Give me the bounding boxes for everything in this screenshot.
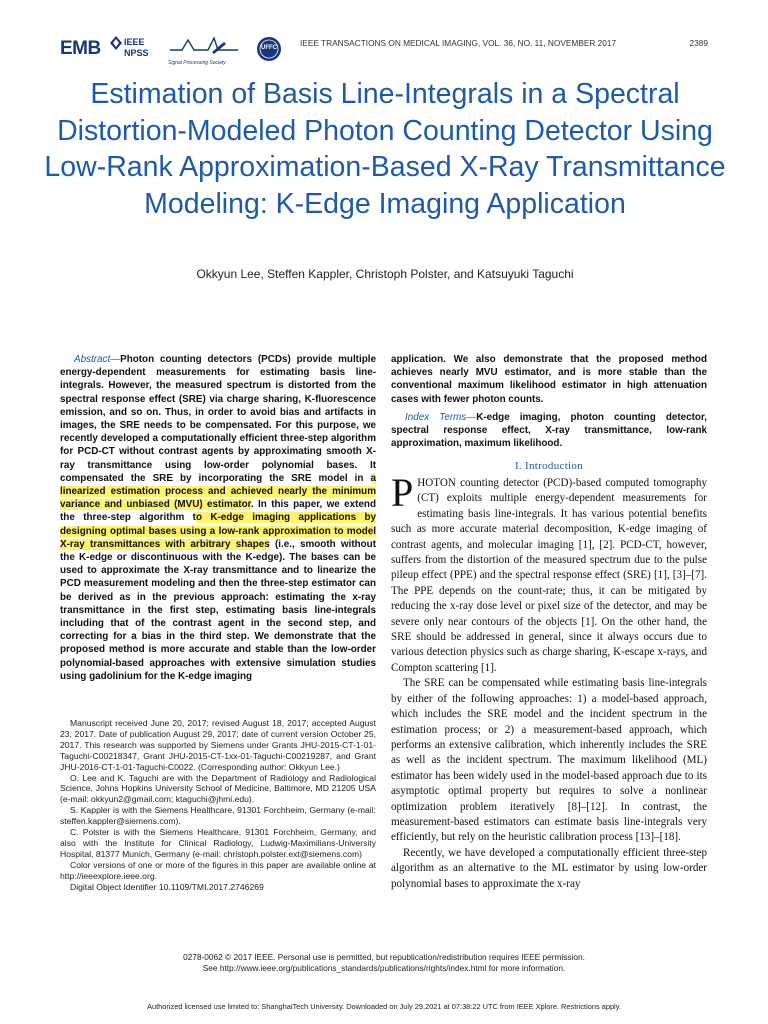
page-number: 2389 <box>689 38 708 48</box>
highlight-1: a linearized estimation process and achieved nearly the minimum variance and unbiased (MVU) estimator <box>60 472 376 511</box>
section-heading-introduction: I. Introduction <box>514 460 584 472</box>
intro-paragraph-2: The SRE can be compensated while estimating basis line-integrals by either of the following approaches: 1) a model-based approach, which includes the SRE model and the incident spectrum in the estimation process; or 2) a measurement-based approach, which performs an extensive calibration, which inherently includes the SRE as well as the incident spectrum. The maximum likelihood (ML) estimator has been widely used in the model-based approach due to its asymptotic optimal property but requires to solve a nonlinear optimization problem iteratively [8]–[12]. In contrast, the measurement-based estimators can estimate basis line-integrals very efficiently, but rely on the heuristic calibration process [13]–[18]. <box>391 677 707 844</box>
footnotes <box>60 718 376 893</box>
abstract-text-part1: Photon counting detectors (PCDs) provide multiple energy-dependent measurements for estimating basis line-integrals. However, the measured spectrum is distorted from the spectral response effect (SRE) via charge sharing, K-fluorescence emission, and so on. Thus, in order to avoid bias and artifacts in images, the SRE needs to be compensated. For this purpose, we recently developed a computationally efficient three-step algorithm for PCD-CT without contrast agents by approximating smooth X-ray transmittance using low-order polynomial bases. It compensated the SRE by incorporating the SRE model in <box>60 354 376 484</box>
emb-logo: EMB <box>60 38 101 59</box>
sps-text: Signal Processing Society <box>168 60 226 66</box>
paper-title: Estimation of Basis Line-Integrals in a Spectral Distortion-Modeled Photon Counting Detector Using Low-Rank Approximation-Based X-Ray Transmittance Modeling: K-Edge Imaging Application <box>44 78 726 220</box>
footnote-manuscript: Manuscript received June 20, 2017; revised August 18, 2017; accepted August 23, 2017. Date of publication August 29, 2017; date of current version October 25, 2017. This research was supported by Siemens under Grants JHU-2015-CT-1-01-Taguchi-C00218347, Grant JHU-2015-CT-1xx-01-Taguchi-C00219287, and Grant JHU-2016-CT-1-01-Taguchi-C0022. (Corresponding author: Okkyun Lee.) <box>60 718 376 772</box>
journal-running-header: IEEE TRANSACTIONS ON MEDICAL IMAGING, VOL. 36, NO. 11, NOVEMBER 2017 <box>300 38 617 48</box>
signal-wave-icon <box>168 36 240 54</box>
uffc-text: UFFC <box>261 45 277 51</box>
intro-paragraph-3: Recently, we have developed a computationally efficient three-step algorithm as an alternative to the ML estimator by using low-order polynomial bases to approximate the x-ray <box>391 846 707 890</box>
abstract-text-part3: (i.e., smooth without the K-edge or discontinuous with the K-edge). The bases can be used to approximate the X-ray transmittance and to linearize the PCD measurement modeling and then the three-step estimator can be derived as in the previous approach: estimating the x-ray transmittance in the first step, estimating basis line-integrals including that of the contrast agent in the second step, and correcting for a bias in the third step. We demonstrate that the proposed method is more accurate and stable than the low-order polynomial-based approaches with extensive simulation studies using gadolinium for the K-edge imaging <box>60 538 376 682</box>
abstract <box>60 353 376 683</box>
drop-cap: P <box>391 470 414 515</box>
abstract-continued: application. We also demonstrate that the proposed method achieves nearly MVU estimator, and is more stable than the conventional maximum likelihood estimator in high attenuation cases with fewer photon counts. <box>391 354 707 405</box>
ieee-npss-text: IEEE NPSS <box>124 37 149 58</box>
index-terms-label: Index Terms— <box>405 412 477 423</box>
highlight-2: o K-edge imaging applications by designing optimal bases using a low-rank approximation to model X-ray transmittances with arbitrary shapes <box>60 512 376 550</box>
ieee-diamond-icon <box>110 36 122 50</box>
abstract-label: Abstract— <box>74 354 121 365</box>
intro-paragraph-1 <box>391 470 707 676</box>
intro-paragraph-1-text: counting detector (PCD)-based computed tomography (CT) exploits multiple energy-dependent measurements for estimating basis line-integrals. It has various potential benefits such as more accurate material decomposition, K-edge imaging of contrast agents, and molecular imaging [1], [2]. PCD-CT, however, suffers from the distortion of the measured spectrum due to the pulse pileup effect (PPE) and the spectral response effect (SRE) [1], [3]–[7]. The PPE depends on the count-rate; thus, it can be mitigated by reducing the x-ray dose level or pixel size of the detector, and may be severe only near contours of the objects [1]. On the other hand, the SRE should be addressed in general, since it always occurs due to various detection physics such as charge sharing, K-escape x-rays, and Compton scattering [1]. <box>391 477 707 674</box>
index-terms-text: K-edge imaging, photon counting detector, spectral response effect, X-ray transmittance, low-rank approximation, maximum likelihood. <box>391 412 707 450</box>
society-logos <box>60 34 292 64</box>
abstract-text-part2: . In this paper, we extend the three-step algorithm t <box>60 499 376 524</box>
introduction-body <box>391 470 707 892</box>
uffc-logo <box>256 36 284 64</box>
footnote-affiliation-kappler: S. Kappler is with the Siemens Healthcare, 91301 Forchheim, Germany (e-mail: steffen.kappler@siemens.com). <box>60 805 376 827</box>
first-word-rest: HOTON <box>417 477 456 489</box>
footnote-doi: Digital Object Identifier 10.1109/TMI.2017.2746269 <box>70 881 264 892</box>
authorized-use-notice: Authorized licensed use limited to: ShanghaiTech University. Downloaded on July 29,2021 at 07:38:22 UTC from IEEE Xplore. Restrictions apply. <box>147 1002 621 1011</box>
author-list: Okkyun Lee, Steffen Kappler, Christoph Polster, and Katsuyuki Taguchi <box>196 267 574 281</box>
signal-processing-society-logo <box>168 36 240 66</box>
copyright-line-2: See http://www.ieee.org/publications_standards/publications/rights/index.html for more information. <box>202 963 566 973</box>
footnote-color-versions: Color versions of one or more of the figures in this paper are available online at http://ieeexplore.ieee.org. <box>60 859 376 881</box>
copyright-line-1: 0278-0062 © 2017 IEEE. Personal use is permitted, but republication/redistribution requires IEEE permission. <box>183 952 585 962</box>
footnote-affiliation-polster: C. Polster is with the Siemens Healthcare, 91301 Forchheim, Germany, and also with the Institute for Clinical Radiology, Ludwig-Maximilians-University Hospital, 81377 Munich, Germany (e-mail: christoph.polster.ext@siemens.com) <box>60 827 376 859</box>
footnote-affiliation-lee-taguchi: O. Lee and K. Taguchi are with the Department of Radiology and Radiological Science, Johns Hopkins University School of Medicine, Baltimore, MD 21205 USA (e-mail: okkyun2@gmail.com; ktaguchi@jhmi.edu). <box>60 772 376 805</box>
ieee-npss-logo <box>110 36 149 62</box>
copyright-notice <box>60 952 708 974</box>
index-terms <box>391 411 707 451</box>
